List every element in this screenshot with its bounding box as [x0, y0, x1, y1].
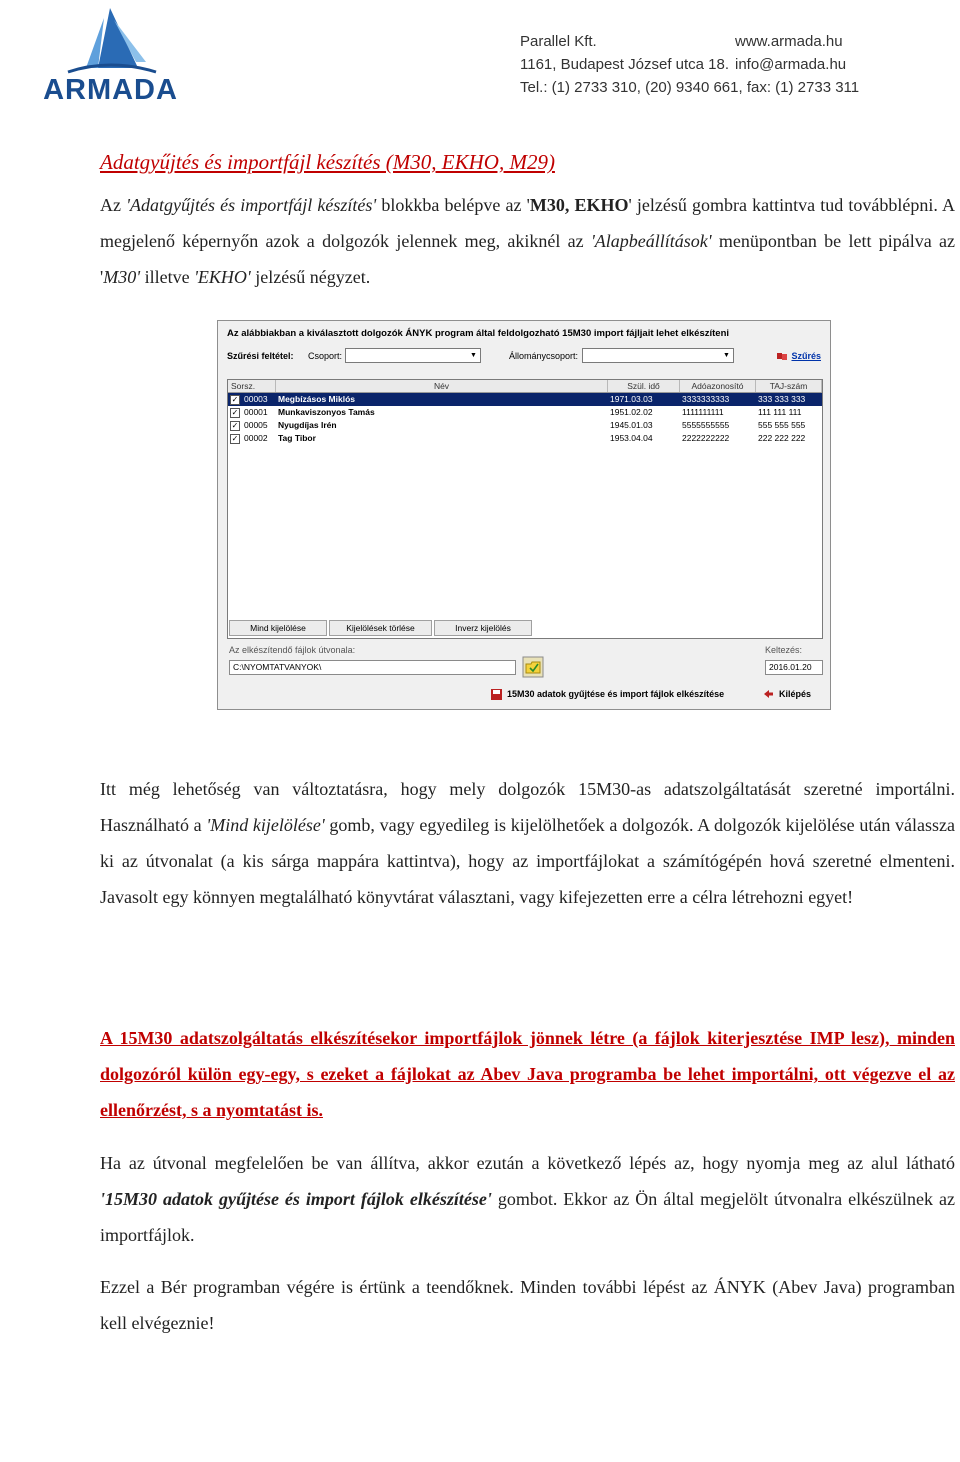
exit-button[interactable] [763, 685, 811, 703]
company-address: 1161, Budapest József utca 18. [520, 56, 730, 73]
row-checkbox[interactable] [228, 419, 242, 432]
table-row[interactable] [228, 432, 822, 445]
path-label: Az elkészítendő fájlok útvonala: [229, 645, 356, 655]
intro-paragraph [100, 187, 955, 295]
cell-spacer [442, 406, 608, 419]
text-run: ' jelzésű gombra kattintva tud továbblépni. A megjelenő képernyőn azok a dolgozók jelennek meg, akiknél az [100, 195, 955, 251]
text-run-bold: M30, EKHO [529, 195, 629, 215]
generate-import-button[interactable] [491, 685, 724, 703]
cell-name: Megbízásos Miklós [278, 394, 355, 404]
next-step-paragraph [100, 1145, 955, 1253]
text-run: gombot. Ekkor az Ön által megjelölt útvonalra elkészülnek az importfájlok. [100, 1189, 955, 1245]
cell-id: 00003 [244, 394, 268, 404]
cell-name: Munkaviszonyos Tamás [278, 407, 375, 417]
cell-tax: 2222222222 [682, 433, 730, 443]
cell-birth: 1951.02.02 [610, 407, 653, 417]
checkbox-icon[interactable]: ✓ [231, 395, 239, 404]
cell-spacer [442, 419, 608, 432]
checkbox-icon[interactable]: ✓ [231, 421, 239, 430]
group-label: Csoport: [308, 351, 343, 361]
text-run-italic: 'Mind kijelölése' [206, 815, 325, 835]
text-run: gomb, vagy egyedileg is kijelölhetőek a dolgozók. A dolgozók kijelölése után válassza ki az útvonalat (a kis sárga mappára kattintva), hogy az importfájlokat a számítógépén hová szeretné elmenteni. Javasolt egy könnyen megtalálható könyvtárat választani, vagy kifejezetten erre a célra létrehozni egyet! [100, 815, 956, 907]
cell-taj: 111 111 111 [758, 407, 802, 417]
generate-import-label: 15M30 adatok gyűjtése és import fájlok elkészítése [507, 689, 725, 699]
text-run: jelzésű négyzet. [250, 267, 371, 287]
cell-id: 00001 [244, 407, 268, 417]
email-link[interactable]: info@armada.hu [735, 56, 847, 73]
warning-paragraph: A 15M30 adatszolgáltatás elkészítésekor importfájlok jönnek létre (a fájlok kiterjesztése IMP lesz), minden dolgozóról külön egy-egy, s ezeket a fájlokat az Abev Java programba be lehet importálni, ott végezve el az ellenőrzést, s a nyomtatást is. [100, 1028, 955, 1120]
logo-text: ARMADA [43, 74, 178, 106]
clear-selection-button[interactable]: Kijelölések törlése [329, 620, 432, 636]
website-link[interactable]: www.armada.hu [735, 33, 843, 50]
row-checkbox[interactable] [228, 406, 242, 419]
cell-spacer [442, 393, 608, 406]
cell-name: Nyugdíjas Irén [278, 420, 337, 430]
text-run: Az [100, 195, 127, 215]
column-header[interactable]: TAJ-szám [756, 380, 822, 392]
path-input[interactable]: C:\NYOMTATVANYOK\ [229, 660, 516, 675]
status-group-label: Állománycsoport: [509, 351, 579, 361]
column-header[interactable]: Adóazonosító [680, 380, 756, 392]
armada-logo [38, 6, 183, 106]
filter-label: Szűrési feltétel: [227, 351, 294, 361]
text-run-italic: 'Adatgyűjtés és importfájl készítés' [126, 195, 377, 215]
closing-paragraph: Ezzel a Bér programban végére is értünk a teendőknek. Minden további lépést az ÁNYK (Abev Java) programban kell elvégeznie! [100, 1277, 955, 1333]
date-label: Keltezés: [765, 645, 803, 655]
selection-paragraph [100, 771, 955, 915]
dialog-header: Az alábbiakban a kiválasztott dolgozók ÁNYK program által feldolgozható 15M30 import fájljait lehet elkészíteni [227, 328, 730, 339]
cell-tax: 5555555555 [682, 420, 730, 430]
text-run-italic: 'EKHO' [194, 267, 251, 287]
column-header[interactable]: Név [276, 380, 608, 392]
table-row[interactable] [228, 406, 822, 419]
section-title: Adatgyűjtés és importfájl készítés (M30, EKHO, M29) [100, 150, 555, 174]
exit-icon [763, 689, 774, 700]
checkbox-icon[interactable]: ✓ [231, 434, 239, 443]
import-dialog [217, 320, 831, 710]
text-run: blokkba belépve az ' [376, 195, 530, 215]
exit-label: Kilépés [779, 689, 812, 699]
cell-spacer [442, 432, 608, 445]
cell-birth: 1945.01.03 [610, 420, 653, 430]
table-row[interactable] [228, 419, 822, 432]
company-name: Parallel Kft. [520, 33, 597, 50]
checkbox-icon[interactable]: ✓ [231, 408, 239, 417]
row-checkbox[interactable] [228, 393, 242, 406]
cell-taj: 222 222 222 [758, 433, 806, 443]
date-input[interactable]: 2016.01.20 [765, 660, 823, 675]
company-phone: Tel.: (1) 2733 310, (20) 9340 661, fax: (1) 2733 311 [520, 79, 860, 96]
text-run-bold-italic: '15M30 adatok gyűjtése és import fájlok elkészítése' [100, 1189, 492, 1209]
filter-button-label: Szűrés [791, 351, 821, 361]
group-select[interactable] [345, 348, 481, 363]
cell-tax: 3333333333 [682, 394, 730, 404]
company-info [520, 30, 860, 99]
chevron-down-icon: ▼ [470, 352, 477, 359]
column-header[interactable]: Sorsz. [228, 380, 276, 392]
folder-icon[interactable] [522, 656, 544, 678]
text-run-italic: M30' [103, 267, 141, 287]
filter-icon [777, 351, 788, 362]
cell-birth: 1953.04.04 [610, 433, 653, 443]
cell-id: 00002 [244, 433, 268, 443]
chevron-down-icon: ▼ [723, 352, 730, 359]
text-run: menüpontban be lett pipálva az ' [100, 231, 955, 287]
table-row[interactable] [228, 393, 822, 406]
filter-button[interactable] [777, 348, 821, 364]
cell-taj: 555 555 555 [758, 420, 806, 430]
table-header [228, 380, 822, 393]
cell-tax: 1111111111 [682, 407, 724, 417]
filter-row [227, 348, 823, 366]
column-header[interactable]: Szül. idő [608, 380, 680, 392]
table-body [228, 393, 822, 445]
cell-taj: 333 333 333 [758, 394, 806, 404]
row-checkbox[interactable] [228, 432, 242, 445]
invert-selection-button[interactable]: Inverz kijelölés [434, 620, 532, 636]
employee-table [227, 379, 823, 639]
text-run: Itt még lehetőség van változtatásra, hogy mely dolgozók 15M30-as adatszolgáltatását szeretné importálni. Használható a [100, 779, 955, 835]
cell-name: Tag Tibor [278, 433, 316, 443]
cell-birth: 1971.03.03 [610, 394, 653, 404]
text-run-italic: 'Alapbeállítások' [590, 231, 712, 251]
text-run: Ha az útvonal megfelelően be van állítva, akkor ezután a következő lépés az, hogy nyomja meg az alul látható [100, 1153, 955, 1173]
save-icon [491, 689, 502, 700]
text-run: illetve [140, 267, 195, 287]
status-group-select[interactable] [582, 348, 734, 363]
select-all-button[interactable]: Mind kijelölése [229, 620, 327, 636]
cell-id: 00005 [244, 420, 268, 430]
